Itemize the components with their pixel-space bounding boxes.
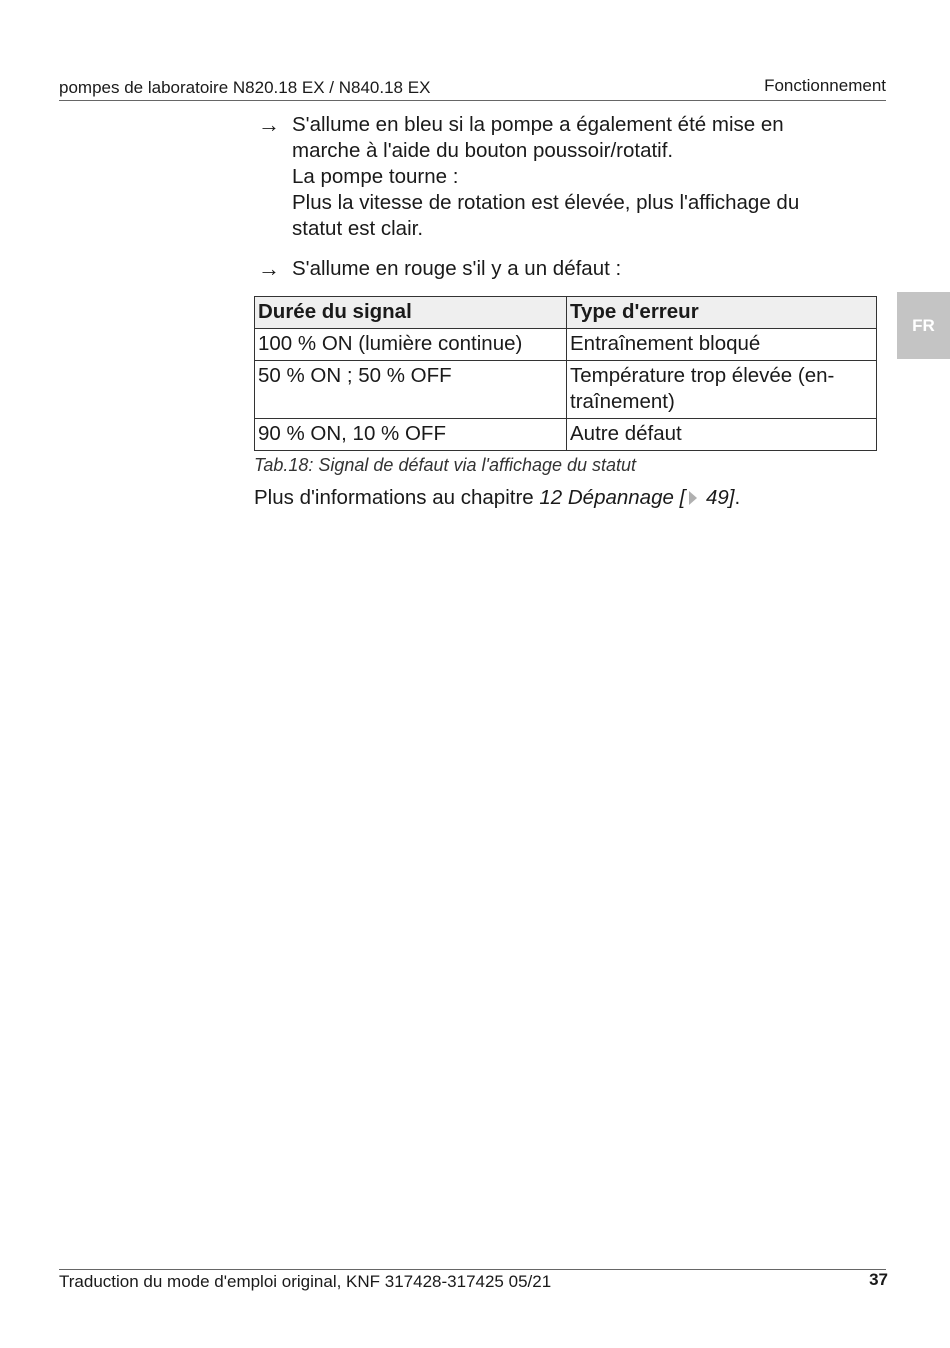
result-item-blue (254, 112, 876, 242)
table-cell (567, 361, 877, 419)
table-header-cell: Type d'erreur (567, 297, 877, 329)
table-cell: Autre défaut (567, 419, 877, 451)
chapter-reference-page: 49] (700, 486, 735, 509)
result-line: Plus la vitesse de rotation est élevée, plus l'affichage du (292, 191, 800, 214)
table-header-row (255, 297, 877, 329)
table-caption: Tab.18: Signal de défaut via l'affichage du statut (254, 455, 637, 475)
triangle-right-icon (689, 491, 697, 505)
language-tab: FR (897, 292, 950, 359)
arrow-right-icon: → (258, 256, 280, 281)
header-divider (59, 100, 886, 101)
table-cell-line: Température trop élevée (en- (570, 364, 835, 387)
more-info-prefix: Plus d'informations au chapitre (254, 486, 540, 509)
running-header-section: Fonctionnement (764, 76, 886, 95)
table-row (255, 361, 877, 419)
result-line: marche à l'aide du bouton poussoir/rotatif. (292, 139, 674, 162)
page-content (254, 112, 876, 511)
table-row (255, 329, 877, 361)
chapter-reference-link[interactable] (539, 486, 734, 509)
table-cell: 90 % ON, 10 % OFF (255, 419, 567, 451)
table-cell: 100 % ON (lumière continue) (255, 329, 567, 361)
table-cell-line: traînement) (570, 390, 675, 413)
result-item-red (254, 256, 876, 282)
result-line: La pompe tourne : (292, 165, 459, 188)
running-header-title: pompes de laboratoire N820.18 EX / N840.18 EX (59, 78, 431, 97)
chapter-reference-text: 12 Dépannage [ (539, 486, 686, 509)
footer-text: Traduction du mode d'emploi original, KNF 317428-317425 05/21 (59, 1272, 552, 1291)
arrow-right-icon: → (258, 112, 280, 137)
table-cell: 50 % ON ; 50 % OFF (255, 361, 567, 419)
result-line: statut est clair. (292, 217, 424, 240)
error-signal-table (254, 296, 877, 451)
result-line: S'allume en bleu si la pompe a également été mise en (292, 113, 784, 136)
result-line: S'allume en rouge s'il y a un défaut : (292, 257, 622, 280)
table-cell: Entraînement bloqué (567, 329, 877, 361)
footer-divider (59, 1269, 886, 1270)
more-info-suffix: . (734, 486, 741, 509)
more-info-paragraph (254, 485, 876, 511)
table-header-cell: Durée du signal (255, 297, 567, 329)
page-number: 37 (869, 1270, 888, 1289)
table-row (255, 419, 877, 451)
